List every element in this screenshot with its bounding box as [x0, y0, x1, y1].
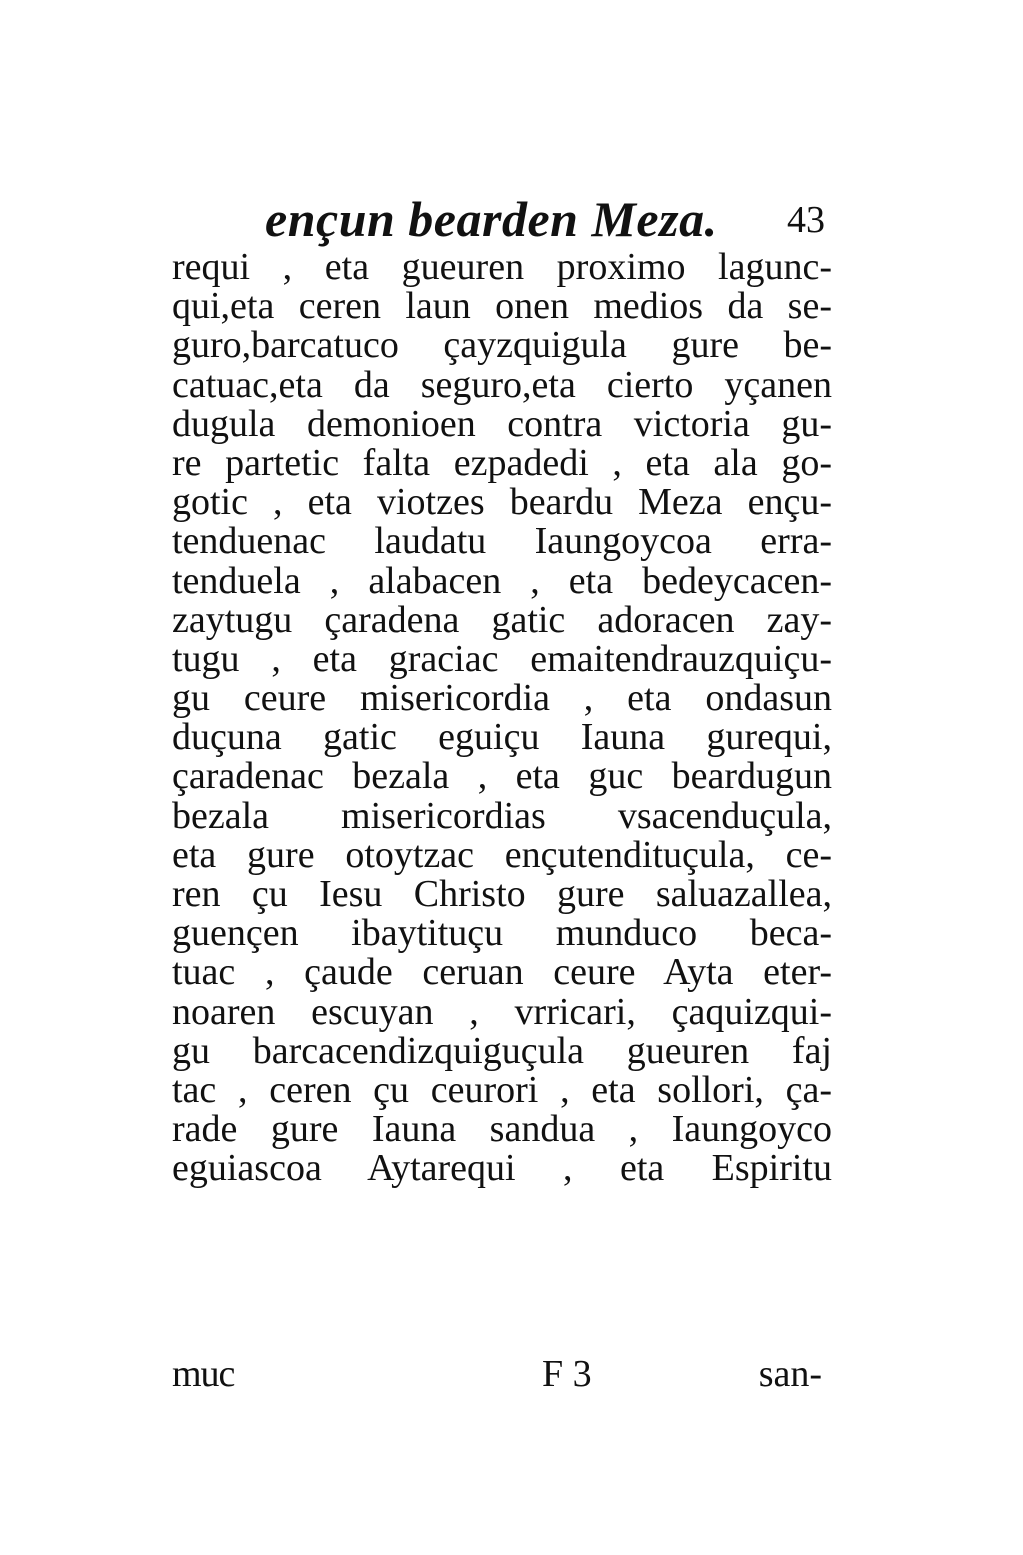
- catchword: san-: [758, 1353, 822, 1395]
- text-line: çaradenac bezala , eta guc beardugun: [172, 755, 832, 798]
- text-line: eguiascoa Aytarequi , eta Espiritu: [172, 1147, 832, 1190]
- text-line: eta gure otoytzac ençutendituçula, ce-: [172, 833, 832, 876]
- text-line: requi , eta gueuren proximo lagunc-: [172, 246, 832, 288]
- text-line: noaren escuyan , vrricari, çaquizqui-: [172, 990, 832, 1033]
- running-title: ençun bearden Meza.: [265, 191, 718, 247]
- text-line: re partetic falta ezpadedi , eta ala go-: [172, 441, 832, 484]
- text-line: bezala misericordias vsacenduçula,: [172, 794, 832, 837]
- text-line: guençen ibaytituçu munduco beca-: [172, 912, 832, 955]
- page-number: 43: [787, 199, 825, 241]
- text-line: guro,barcatuco çayzquigula gure be-: [172, 324, 832, 367]
- text-line: tenduela , alabacen , eta bedeycacen-: [172, 559, 832, 602]
- text-line: tuac , çaude ceruan ceure Ayta eter-: [172, 951, 832, 994]
- text-line: catuac,eta da seguro,eta cierto yçanen: [172, 363, 832, 406]
- text-line: qui,eta ceren laun onen medios da se-: [172, 285, 832, 328]
- page-footer: [172, 1352, 822, 1402]
- text-line: zaytugu çaradena gatic adoracen zay-: [172, 598, 832, 641]
- text-line: tac , ceren çu ceurori , eta sollori, ça-: [172, 1068, 832, 1111]
- signature-mark: F 3: [542, 1353, 592, 1395]
- text-line: rade gure Iauna sandua , Iaungoyco: [172, 1108, 832, 1151]
- text-line: gu ceure misericordia , eta ondasun: [172, 677, 832, 720]
- text-line: ren çu Iesu Christo gure saluazallea,: [172, 873, 832, 915]
- body-text: [172, 248, 832, 1189]
- text-line: tenduenac laudatu Iaungoycoa erra-: [172, 520, 832, 563]
- footer-left-fragment: muc: [172, 1353, 235, 1395]
- text-line: duçuna gatic eguiçu Iauna gurequi,: [172, 716, 832, 759]
- text-line: gu barcacendizquiguçula gueuren faj: [172, 1029, 832, 1072]
- text-line: tugu , eta graciac emaitendrauzquiçu-: [172, 637, 832, 680]
- text-line: dugula demonioen contra victoria gu-: [172, 402, 832, 445]
- text-line: gotic , eta viotzes beardu Meza ençu-: [172, 481, 832, 524]
